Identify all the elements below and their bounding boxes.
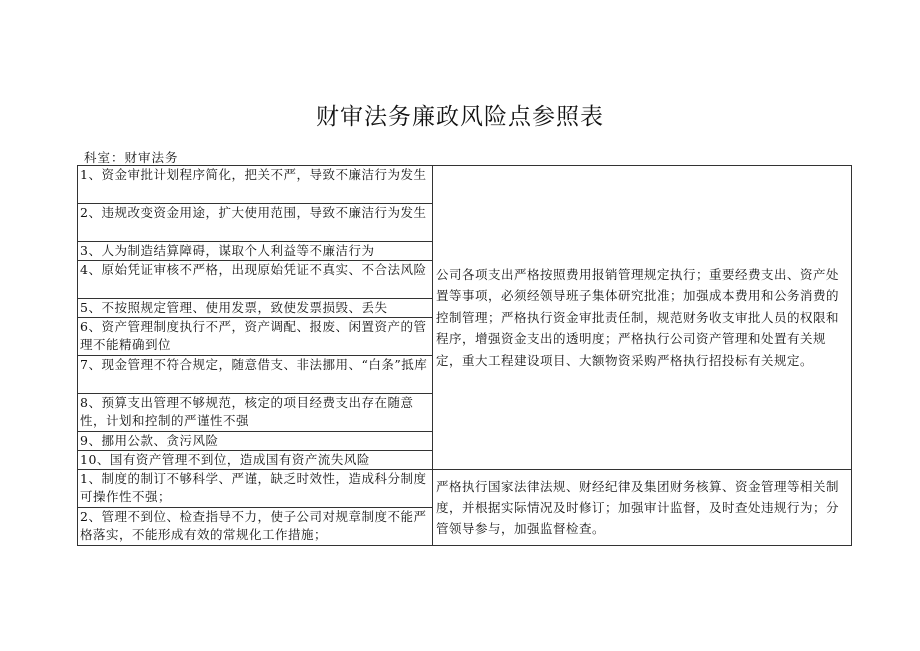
- risk-cell: 9、挪用公款、贪污风险: [78, 432, 433, 451]
- control-measure-cell: 公司各项支出严格按照费用报销管理规定执行；重要经费支出、资产处置等事项，必须经领导班子集体研究批准；加强成本费用和公务消费的控制管理；严格执行资金审批责任制，规范财务收支审批人员的权限和程序，增强资金支出的透明度；严格执行公司资产管理和处置有关规定，重大工程建设项目、大额物资采购严格执行招投标有关规定。: [433, 166, 852, 470]
- risk-table: [77, 165, 852, 546]
- risk-cell: 2、违规改变资金用途，扩大使用范围，导致不廉洁行为发生: [78, 204, 433, 242]
- page-title: 财审法务廉政风险点参照表: [316, 104, 604, 130]
- risk-cell: 1、制度的制订不够科学、严谨，缺乏时效性，造成科分制度可操作性不强；: [78, 470, 433, 508]
- department-label: 科室：财审法务: [84, 150, 179, 165]
- control-measure-cell: 严格执行国家法律法规、财经纪律及集团财务核算、资金管理等相关制度，并根据实际情况及时修订；加强审计监督，及时查处违规行为；分管领导参与，加强监督检查。: [433, 470, 852, 546]
- table-row: [78, 470, 852, 508]
- risk-cell: 10、国有资产管理不到位，造成国有资产流失风险: [78, 451, 433, 470]
- risk-cell: 6、资产管理制度执行不严，资产调配、报废、闲置资产的管理不能精确到位: [78, 318, 433, 356]
- risk-cell: 8、预算支出管理不够规范，核定的项目经费支出存在随意性，计划和控制的严谨性不强: [78, 394, 433, 432]
- risk-cell: 1、资金审批计划程序简化，把关不严，导致不廉洁行为发生: [78, 166, 433, 204]
- risk-cell: 2、管理不到位、检查指导不力，使子公司对规章制度不能严格落实，不能形成有效的常规化工作措施；: [78, 508, 433, 546]
- risk-cell: 4、原始凭证审核不严格，出现原始凭证不真实、不合法风险: [78, 261, 433, 299]
- risk-cell: 7、现金管理不符合规定，随意借支、非法挪用、“白条”抵库: [78, 356, 433, 394]
- table-row: [78, 166, 852, 204]
- risk-cell: 3、人为制造结算障碍，谋取个人利益等不廉洁行为: [78, 242, 433, 261]
- risk-cell: 5、不按照规定管理、使用发票，致使发票损毁、丢失: [78, 299, 433, 318]
